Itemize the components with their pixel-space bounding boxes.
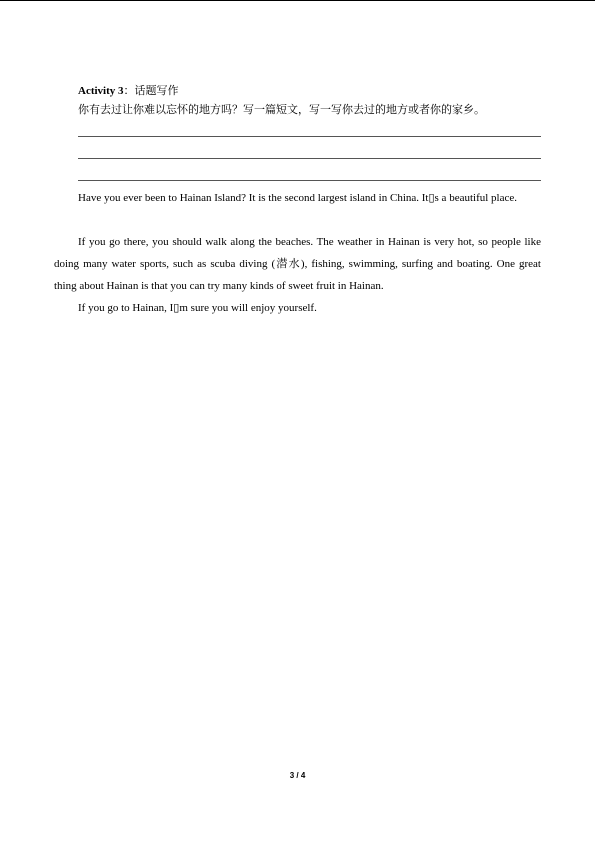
activity-heading xyxy=(78,82,179,98)
activity-separator: ： xyxy=(123,85,135,97)
paragraph-2-text: If you go there, you should walk along the beaches. The weather in Hainan is very hot, so people like doing many water sports, such as scuba diving (潜水), fishing, swimming, surfing and boating. One great thing about Hainan is that you can try many kinds of sweet fruit in Hainan. xyxy=(54,236,541,292)
writing-line-1 xyxy=(78,136,541,137)
writing-line-3 xyxy=(78,180,541,181)
paragraph-3-text: If you go to Hainan, I▯m sure you will enjoy yourself. xyxy=(78,302,317,314)
page-top-border xyxy=(0,0,595,1)
activity-instruction: 你有去过让你难以忘怀的地方吗？写一篇短文，写一写你去过的地方或者你的家乡。 xyxy=(78,104,485,116)
activity-label: Activity 3 xyxy=(78,85,124,97)
passage-paragraph-3 xyxy=(54,297,541,319)
page-number: 3 / 4 xyxy=(289,771,306,780)
passage-paragraph-2 xyxy=(54,231,541,297)
paragraph-1-text: Have you ever been to Hainan Island? It is the second largest island in China. It▯s a beautiful place. xyxy=(78,192,517,204)
writing-line-2 xyxy=(78,158,541,159)
passage-paragraph-1 xyxy=(54,187,541,209)
activity-topic: 话题写作 xyxy=(134,85,179,97)
